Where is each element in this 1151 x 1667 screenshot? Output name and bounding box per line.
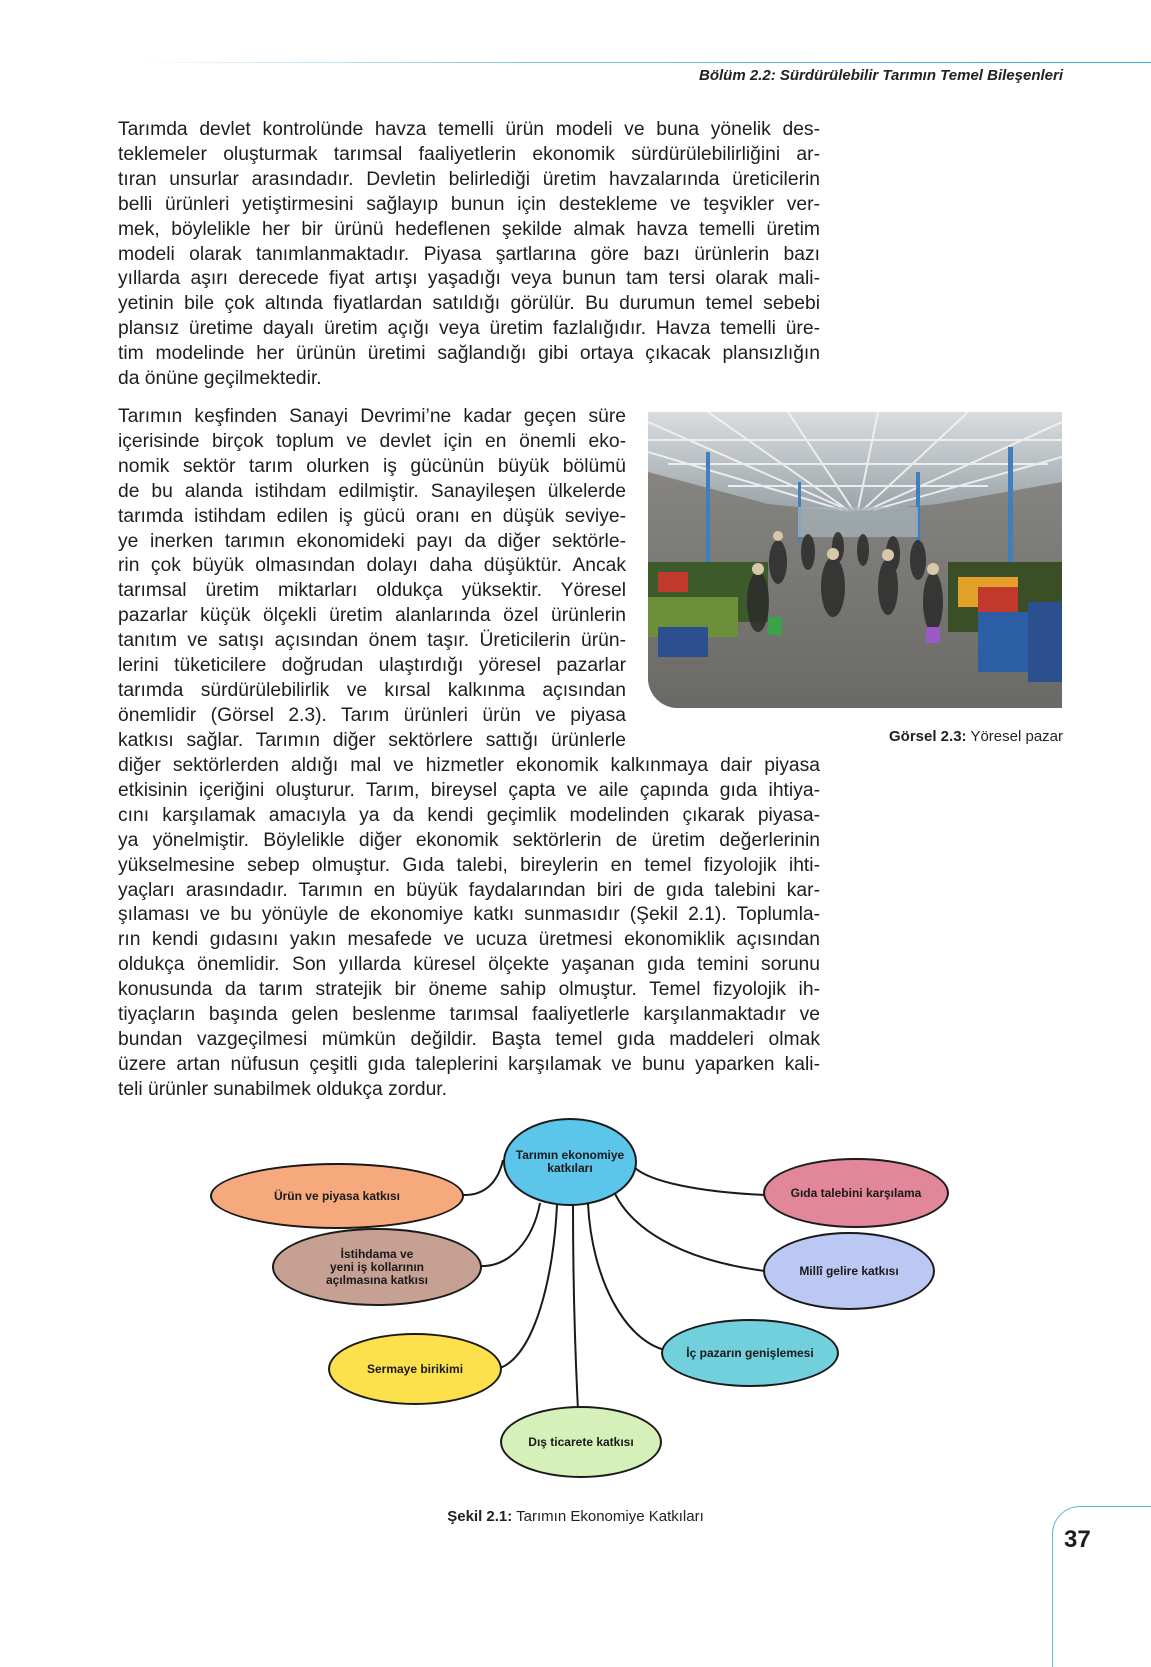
text-line: teli ürünler sunabilmek oldukça zordur. [118,1078,448,1100]
header-rule [130,62,1151,63]
text-line: Tarımın keşfinden Sanayi Devrimi’ne kadar geçen süre [118,406,626,427]
text-line: nomik sektör tarım olurken iş gücünün büyük bölümü [118,455,626,477]
node-label: Ürün ve piyasa katkısı [273,1188,401,1203]
text-line: tarımsal üretim miktarları oldukça yüksektir. Yöresel [118,580,626,602]
text-line: tanıtım ve satışı açısından önem taşır. Üreticilerin ürün- [118,630,626,652]
text-line: rın kendi gıdasını yakın mesafede ve ucuza üretmesi ekonomiklik açısından [118,929,820,951]
text-line: tim modelinde her ürünün üretimi sağlandığı gibi ortaya çıkacak plansızlığın [118,343,820,365]
connector-ic-pazar [588,1204,665,1350]
node-gida-talebi [763,1158,949,1228]
text-line: tıran unsurlar arasındadır. Devletin belirlediği üretim havzalarında üreticilerin [118,168,820,190]
page-number: 37 [1064,1526,1091,1553]
figure-caption-label: Şekil 2.1: [447,1508,513,1525]
node-center-label: Tarımın ekonomiye katkıları [515,1148,625,1175]
node-milli-gelir [763,1232,935,1310]
node-dis-ticaret [500,1406,662,1478]
paragraph-2-beside-photo [118,405,626,754]
text-line: ya yönelmiştir. Böylelikle diğer ekonomik sektörlerin de üretim değerlerinin [118,829,820,851]
node-label: İstihdama ve yeni iş kollarının açılmasına katkısı [325,1246,429,1287]
text-line: Tarımda devlet kontrolünde havza temelli ürün modeli ve buna yönelik des- [118,119,820,140]
connector-sermaye [500,1204,557,1368]
text-line: cını karşılamak amacıyla ya da kendi geçimlik modelinden çıkarak piyasa- [118,804,820,826]
connector-urun-piyasa [462,1160,503,1195]
text-line: teklemeler oluşturmak tarımsal faaliyetlerin ekonomik sürdürülebilirliğini ar- [118,143,820,165]
market-photo [648,412,1062,708]
text-line: belli ürünleri yetiştirmesini sağlayıp bunun için destekleme ve teşvikler ver- [118,193,820,215]
connector-milli-gelir [612,1187,765,1271]
text-line: üzere artan nüfusun çeşitli gıda taleplerini karşılamak ve bunu yaparken kali- [118,1053,820,1075]
node-label: Gıda talebini karşılama [790,1185,922,1200]
connector-istihdam [478,1203,540,1266]
text-line: yaçları arasındadır. Tarımın en büyük faydalarından biri de gıda talebini kar- [118,879,820,901]
photo-caption-label: Görsel 2.3: [889,728,967,745]
figure-caption-text: Tarımın Ekonomiye Katkıları [512,1508,704,1525]
text-line: modeli olarak tanımlanmaktadır. Piyasa şartlarına göre bazı ürünlerin bazı [118,243,820,265]
text-line: yıllarda aşırı derecede fiyat artışı yaşadığı veya bunun tam tersi olarak mali- [118,268,820,290]
text-line: yükselmesine sebep olmuştur. Gıda talebi, bireylerin en temel fizyolojik ihti- [118,854,820,876]
economy-contribution-diagram [0,1100,1151,1500]
text-line: katkısı sağlar. Tarımın diğer sektörlere sattığı ürünlerle [118,729,626,751]
node-sermaye [328,1333,502,1405]
text-line: tiyaçların başında gelen beslenme tarımsal faaliyetlerle karşılanmaktadır ve [118,1004,820,1026]
section-title: Bölüm 2.2: Sürdürülebilir Tarımın Temel Bileşenleri [699,67,1063,84]
node-ic-pazar [661,1319,839,1387]
node-label: Dış ticarete katkısı [528,1434,634,1449]
text-line: konusunda da tarım stratejik bir öneme sahip olmuştur. Temel fizyolojik ih- [118,979,820,1001]
text-line: bundan vazgeçilmesi mümkün değildir. Başta temel gıda maddeleri olmak [118,1028,820,1050]
text-line: tarımda istihdam edilen iş gücü oranı en düşük seviye- [118,505,626,527]
text-line: de bu alanda istihdam edilmiştir. Sanayileşen ülkelerde [118,480,626,502]
paragraph-1 [118,118,820,392]
text-line: şılaması ve bu yönüyle de ekonomiye katkı sunmasıdır (Şekil 2.1). Toplumla- [118,904,820,926]
connector-gida-talebi [633,1166,765,1195]
connector-dis-ticaret [573,1205,578,1410]
text-line: içerisinde birçok toplum ve devlet için en önemli eko- [118,430,626,452]
text-line: da önüne geçilmektedir. [118,368,322,390]
text-line: diğer sektörlerden aldığı mal ve hizmetler ekonomik kalkınmaya dair piyasa [118,755,820,776]
text-line: yetinin bile çok altında fiyatlardan satıldığı görülür. Bu durumun temel sebebi [118,293,820,315]
photo-caption-text: Yöresel pazar [966,728,1063,745]
node-istihdam [272,1228,482,1306]
text-line: ye inerken tarımın ekonomideki payı da diğer sektörle- [118,530,626,552]
text-line: önemlidir (Görsel 2.3). Tarım ürünleri ürün ve piyasa [118,704,626,726]
text-line: oldukça önemlidir. Son yıllarda küresel ölçekte yaşanan gıda temini sorunu [118,954,820,976]
paragraph-2-full-width [118,754,820,1103]
text-line: mek, böylelikle her bir ürünü hedeflenen şekilde almak havza temelli üretim [118,218,820,240]
node-center [503,1118,637,1206]
text-line: pazarlar küçük ölçekli üretim alanlarında özel ürünlerin [118,605,626,627]
text-line: lerini tüketicilere doğrudan ulaştırdığı yöresel pazarlar [118,655,626,677]
node-label: Millî gelire katkısı [799,1263,899,1278]
node-urun-piyasa [210,1163,464,1229]
node-label: Sermaye birikimi [366,1361,464,1376]
figure-caption [0,1508,1151,1525]
photo-caption [889,728,1063,745]
market-photo-icon [648,412,1062,708]
text-line: etkisinin içeriğini oluşturur. Tarım, bireysel çapta ve aile çapında gıda ihtiya- [118,779,820,801]
text-line: rin çok büyük olmasından dolayı daha düşüktür. Ancak [118,555,626,577]
text-line: plansız üretime dayalı üretim açığı veya üretim fazlalığıdır. Havza temelli üre- [118,318,820,340]
text-line: tarımda sürdürülebilirlik ve kırsal kalkınma açısından [118,679,626,701]
node-label: İç pazarın genişlemesi [686,1345,814,1360]
